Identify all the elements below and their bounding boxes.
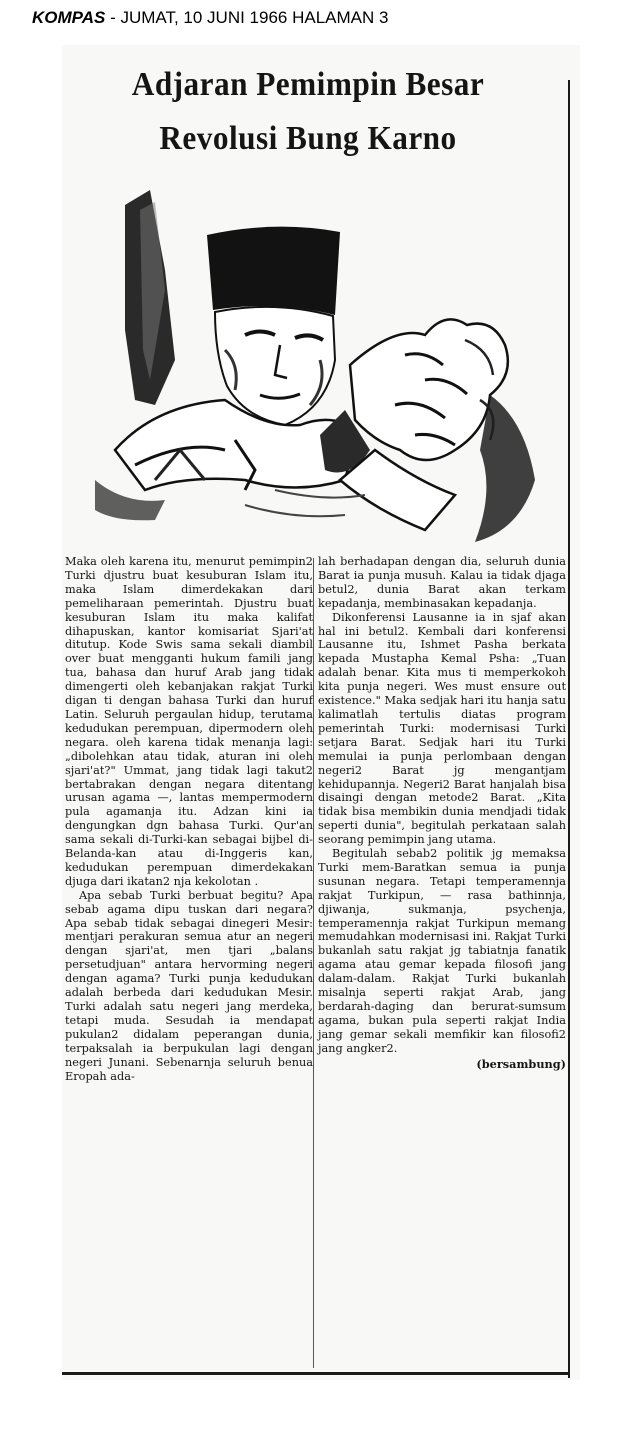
- clipping-bottom-border: [62, 1372, 570, 1375]
- article-paragraph: Dikonferensi Lausanne ia in sjaf akan hal ini betul2. Kembali dari konferensi Lausanne itu, Ishmet Pasha berkata kepada Mustapha Kemal Psha: „Tuan adalah benar. Kita mus ti memperkokoh kita punja negeri. Wes must ensure out existence." Maka sedjak hari itu hanja satu kalimatlah tertulis diatas program pemerintah Turki: modernisasi Turki setjara Barat. Sedjak hari itu Turki memulai ia punja perlombaan dengan negeri2 Barat jg mengantjam kehidupannja. Negeri2 Barat hanjalah bisa disaingi dengan metode2 Barat. „Kita tidak bisa membikin dunia mendjadi tidak seperti dunia", begitulah perkataan salah seorang pemimpin jang utama.: [318, 610, 566, 847]
- article-column-right: [318, 555, 566, 1072]
- peci-cap: [207, 227, 340, 315]
- article-column-left: [65, 555, 313, 1083]
- article-paragraph: Maka oleh karena itu, menurut pemimpin2 Turki djustru buat kesuburan Islam itu, maka Islam dimerdekakan dari pemeliharaan pemerintah. Djustru buat kesuburan Islam itu maka kalifat dihapuskan, kantor komisariat Sjari'at ditutup. Kode Swis sama sekali diambil over buat mengganti hukum famili jang tua, bahasa dan huruf Arab jang tidak dimengerti oleh kebanjakan rakjat Turki digan ti dengan bahasa Turki dan huruf Latin. Seluruh pergaulan hidup, terutama kedudukan perempuan, dipermodern oleh negara. oleh karena tidak menanja lagi: „dibolehkan atau tidak, aturan ini oleh sjari'at?" Ummat, jang tidak lagi takut2 bertabrakan dengan negara ditentang urusan agama —, lantas mempermodern pula agamanja itu. Adzan kini ia dengungkan dgn bahasa Turki. Qur'an sama sekali di-Turki-kan sebagai bijbel di-Belanda-kan atau di-Inggeris kan, kedudukan perempuan dimerdekakan djuga dari ikatan2 nja kekolotan .: [65, 555, 313, 888]
- article-paragraph: Begitulah sebab2 politik jg memaksa Turki mem-Baratkan semua ia punja susunan negara. Tetapi temperamennja rakjat Turkipun, — rasa bathinnja, djiwanja, sukmanja, psychenja, temperamennja rakjat Turkipun memang memudahkan modernisasi ini. Rakjat Turki bukanlah satu rakjat jg tabiatnja fanatik agama atau gemar kepada filosofi jang dalam-dalam. Rakjat Turki bukanlah misalnja seperti rakjat Arab, jang berdarah-daging dan berurat-sumsum agama, bukan pula seperti rakjat India jang gemar sekali memfikir kan filosofi2 jang angker2.: [318, 847, 566, 1055]
- publication-name: KOMPAS: [32, 8, 106, 27]
- page-header: [32, 8, 388, 28]
- dateline: - JUMAT, 10 JUNI 1966 HALAMAN 3: [105, 8, 389, 27]
- uniform: [115, 400, 357, 490]
- title-line-2: Revolusi Bung Karno: [159, 120, 457, 157]
- continued-note: (bersambung): [476, 1056, 566, 1071]
- article-paragraph: Apa sebab Turki berbuat begitu? Apa sebab agama dipu tuskan dari negara? Apa sebab tidak sebagai dinegeri Mesir: mentjari perakuran semua atur an negeri dengan sjari'at, men tjari „balans persetudjuan" antara hervorming negeri dengan agama? Turki punja kedudukan adalah berbeda dari kedudukan Mesir. Turki adalah satu negeri jang merdeka, tetapi muda. Sesudah ia mendapat pukulan2 didalam peperangan dunia, terpaksalah ia berpukulan lagi dengan negeri Junani. Sebenarnja seluruh benua Eropah ada-: [65, 888, 313, 1083]
- clipping-right-border: [568, 80, 570, 1378]
- portrait-illustration: [95, 150, 545, 550]
- column-divider: [313, 558, 314, 1368]
- article-paragraph: lah berhadapan dengan dia, seluruh dunia Barat ia punja musuh. Kalau ia tidak djaga betul2, dunia Barat akan terkam kepadanja, membinasakan kepadanja.: [318, 555, 566, 610]
- title-line-1: Adjaran Pemimpin Besar: [131, 66, 485, 103]
